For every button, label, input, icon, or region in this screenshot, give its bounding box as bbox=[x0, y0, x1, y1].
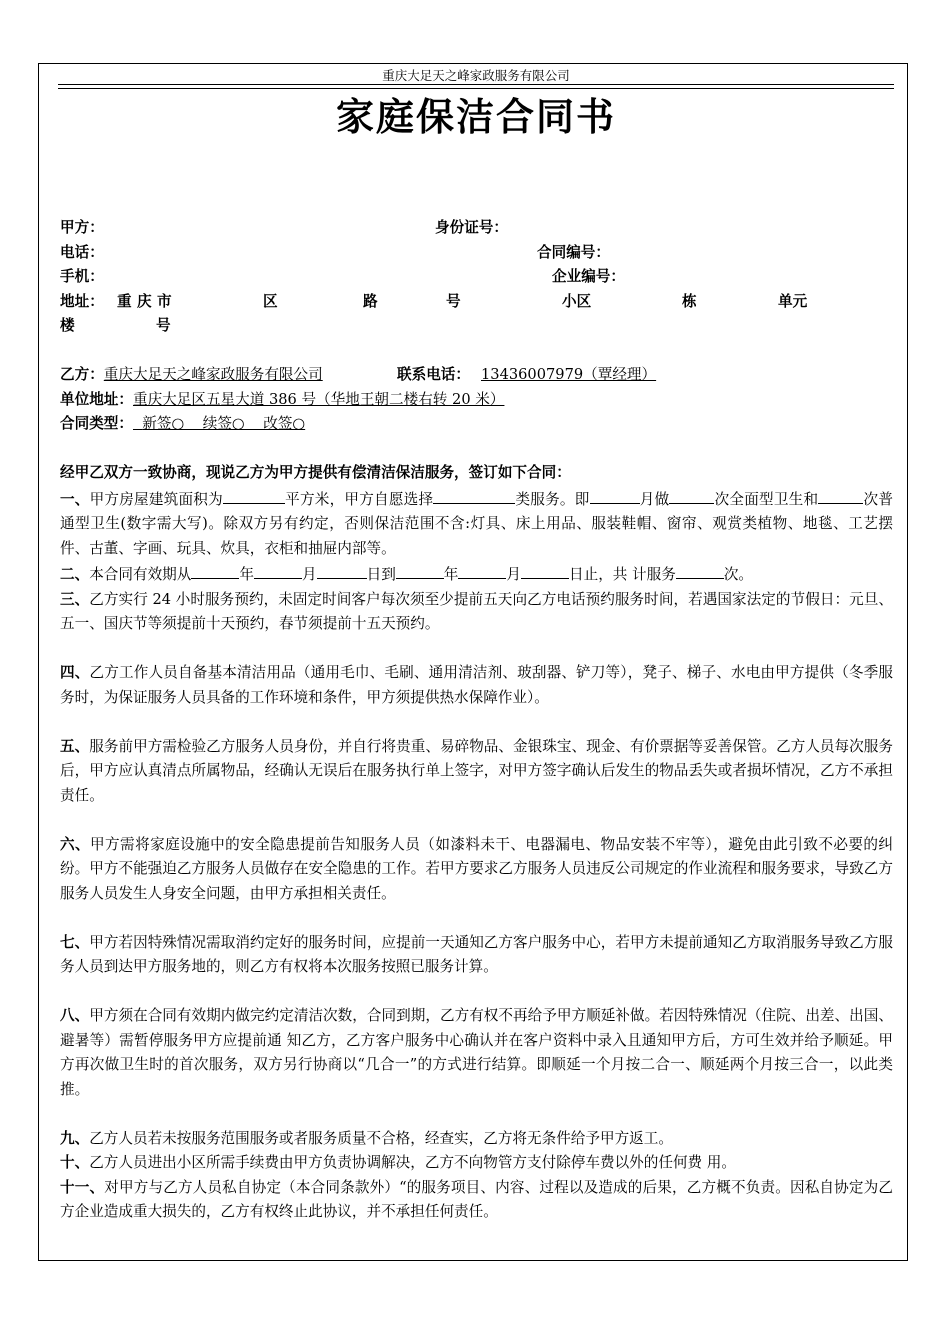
clause-number: 九、 bbox=[60, 1129, 90, 1147]
year-label: 年 bbox=[239, 566, 254, 583]
address-part: 栋 bbox=[682, 292, 697, 310]
clause-4 bbox=[60, 661, 893, 710]
months-blank[interactable] bbox=[590, 486, 640, 504]
clause-1 bbox=[60, 486, 893, 562]
clause-text: 乙方人员若未按服务范围服务或者服务质量不合格，经查实，乙方将无条件给予甲方返工。 bbox=[89, 1129, 673, 1147]
unit-address-row bbox=[60, 388, 893, 413]
area-blank[interactable] bbox=[223, 486, 285, 504]
address-part: 小区 bbox=[562, 292, 592, 310]
full-cleaning-blank[interactable] bbox=[669, 486, 714, 504]
clause-5 bbox=[60, 735, 893, 809]
clause-text: 乙方人员进出小区所需手续费由甲方负责协调解决，乙方不向物管方支付除停车费以外的任何费 用。 bbox=[89, 1154, 736, 1171]
phone-label: 电话： bbox=[60, 243, 104, 261]
clause-text: 次普通型卫生(数字需大写)。除双方另有约定，否则保洁范围不含:灯具、床上用品、服装鞋帽、窗帘、观赏类植物、地毯、工艺摆件、古董、字画、玩具、炊具，衣柜和抽屉内部等。 bbox=[60, 490, 893, 557]
unit-address-label: 单位地址： bbox=[60, 390, 133, 408]
id-number-label: 身份证号： bbox=[435, 219, 508, 236]
address-part: 号 bbox=[156, 317, 171, 334]
address-part: 楼 bbox=[60, 317, 75, 334]
clause-9 bbox=[60, 1127, 893, 1152]
clause-8 bbox=[60, 1004, 893, 1102]
clause-text: 服务前甲方需检验乙方服务人员身份，并自行将贵重、易碎物品、金银珠宝、现金、有价票据等妥善保管。乙方人员每次服务后，甲方应认真清点所属物品，经确认无误后在服务执行单上签字，对甲方签字确认后发生的物品丢失或者损坏情况，乙方不承担责任。 bbox=[60, 737, 893, 804]
address-part: 市 bbox=[157, 292, 172, 310]
end-day-blank[interactable] bbox=[521, 561, 569, 579]
intro-text: 经甲乙双方一致协商，现说乙方为甲方提供有偿清洁保洁服务，签订如下合同： bbox=[60, 464, 571, 481]
address-row-2 bbox=[60, 314, 893, 339]
clause-6 bbox=[60, 833, 893, 907]
address-part: 单元 bbox=[778, 292, 808, 310]
unit-address: 重庆大足区五星大道 386 号（华地王朝二楼右转 20 米） bbox=[132, 390, 505, 408]
address-part: 路 bbox=[363, 292, 378, 310]
mobile-label: 手机： bbox=[60, 268, 104, 285]
clause-number: 八、 bbox=[60, 1007, 90, 1024]
clause-number: 十、 bbox=[60, 1154, 90, 1171]
contract-type-label: 合同类型： bbox=[60, 415, 133, 432]
mobile-row bbox=[60, 265, 893, 290]
address-part: 重 bbox=[117, 292, 132, 310]
phone-row bbox=[60, 241, 893, 266]
contract-type-options[interactable] bbox=[133, 415, 305, 432]
regular-cleaning-blank[interactable] bbox=[818, 486, 863, 504]
party-b-name: 重庆大足天之峰家政服务有限公司 bbox=[103, 366, 323, 383]
address-part: 区 bbox=[263, 292, 278, 310]
clause-text: 乙方工作人员自备基本清洁用品（通用毛巾、毛刷、通用清洁剂、玻刮器、铲刀等），凳子、梯子、水电由甲方提供（冬季服务时，为保证服务人员具备的工作环境和条件，甲方须提供热水保障作业）。 bbox=[60, 664, 893, 706]
enterprise-number-label: 企业编号： bbox=[552, 268, 625, 285]
clause-number: 四、 bbox=[60, 664, 90, 681]
contact-phone: 13436007979（覃经理） bbox=[481, 366, 657, 383]
month-label: 月 bbox=[301, 566, 317, 583]
party-b-row bbox=[60, 363, 893, 388]
clause-7 bbox=[60, 931, 893, 980]
contract-type-options-text: 新签○ 续签○ 改签○ bbox=[142, 415, 306, 432]
clause-number: 六、 bbox=[60, 835, 91, 853]
service-count-blank[interactable] bbox=[676, 561, 724, 579]
clause-text: 对甲方与乙方人员私自协定（本合同条款外）“的服务项目、内容、过程以及造成的后果，乙方概不负责。因私自协定为乙方企业造成重大损失的，乙方有权终止此协议，并不承担任何责任。 bbox=[60, 1178, 893, 1220]
address-part: 庆 bbox=[137, 292, 152, 310]
clause-text: 平方米，甲方自愿选择 bbox=[284, 490, 434, 508]
clause-number: 二、 bbox=[60, 566, 90, 583]
clause-10 bbox=[60, 1151, 893, 1176]
header-rule bbox=[58, 84, 894, 85]
contract-type-row bbox=[60, 412, 893, 437]
clause-number: 七、 bbox=[60, 933, 90, 951]
header-rule-double bbox=[58, 88, 894, 89]
clause-text: 甲方需将家庭设施中的安全隐患提前告知服务人员（如漆料未干、电器漏电、物品安装不牢等），避免由此引致不必要的纠纷。甲方不能强迫乙方服务人员做存在安全隐患的工作。若甲方要求乙方服务人员违反公司规定的作业流程和服务要求，导致乙方服务人员发生人身安全问题，由甲方承担相关责任。 bbox=[60, 835, 893, 902]
contract-body bbox=[60, 216, 893, 1225]
clause-text: 乙方实行 24 小时服务预约，未固定时间客户每次须至少提前五天向乙方电话预约服务时间，若遇国家法定的节假日：元旦、五一、国庆节等须提前十天预约，春节须提前十五天预约。 bbox=[60, 590, 893, 632]
end-month-blank[interactable] bbox=[458, 561, 506, 579]
clause-text: 次全面型卫生 bbox=[714, 490, 804, 508]
month-label: 月 bbox=[506, 566, 522, 583]
clause-11 bbox=[60, 1176, 893, 1225]
address-part: 号 bbox=[446, 292, 461, 310]
clause-2 bbox=[60, 561, 893, 588]
address-label: 地址： bbox=[60, 292, 104, 310]
document-title: 家庭保洁合同书 bbox=[335, 94, 616, 139]
contact-phone-label: 联系电话： bbox=[397, 366, 470, 383]
start-day-blank[interactable] bbox=[317, 561, 367, 579]
service-type-blank[interactable] bbox=[433, 486, 515, 504]
clause-text: 类服务。即 bbox=[515, 490, 590, 508]
clause-number: 五、 bbox=[60, 737, 90, 755]
company-header: 重庆大足天之峰家政服务有限公司 bbox=[382, 68, 570, 83]
clause-text: 本合同有效期从 bbox=[89, 566, 192, 583]
clause-text: 月做 bbox=[639, 490, 670, 508]
clause-text: 甲方房屋建筑面积为 bbox=[89, 490, 223, 508]
clause-number: 十一、 bbox=[60, 1178, 105, 1196]
end-year-blank[interactable] bbox=[396, 561, 444, 579]
clause-number: 三、 bbox=[60, 590, 90, 608]
party-a-row bbox=[60, 216, 893, 241]
contract-number-label: 合同编号： bbox=[537, 243, 610, 261]
day-to-label: 日到 bbox=[366, 566, 396, 583]
clause-number: 一、 bbox=[60, 490, 90, 508]
party-b-label: 乙方： bbox=[60, 366, 104, 383]
party-a-label: 甲方： bbox=[60, 219, 104, 236]
clause-text: 甲方若因特殊情况需取消约定好的服务时间，应提前一天通知乙方客户服务中心，若甲方未提前通知乙方取消服务导致乙方服务人员到达甲方服务地的，则乙方有权将本次服务按照已服务计算。 bbox=[60, 933, 893, 975]
clause-text: 次。 bbox=[723, 566, 754, 583]
clause-text: 日止，共 计服务 bbox=[569, 566, 676, 583]
address-row bbox=[60, 290, 893, 315]
start-year-blank[interactable] bbox=[191, 561, 239, 579]
clause-text: 甲方须在合同有效期内做完约定清洁次数，合同到期，乙方有权不再给予甲方顺延补做。若因特殊情况（住院、出差、出国、避暑等）需暂停服务甲方应提前通 知乙方，乙方客户服务中心确认并在客户资料中录入且通知甲方后，方可生效并给予顺延。甲方再次做卫生时的首次服务，双方另行协商以“几合一”的方式进行结算。即顺延一个月按二合一、顺延两个月按三合一，以此类推。 bbox=[60, 1007, 893, 1098]
clause-3 bbox=[60, 588, 893, 637]
start-month-blank[interactable] bbox=[254, 561, 302, 579]
clause-text: 和 bbox=[803, 490, 819, 508]
year-label: 年 bbox=[443, 566, 459, 583]
